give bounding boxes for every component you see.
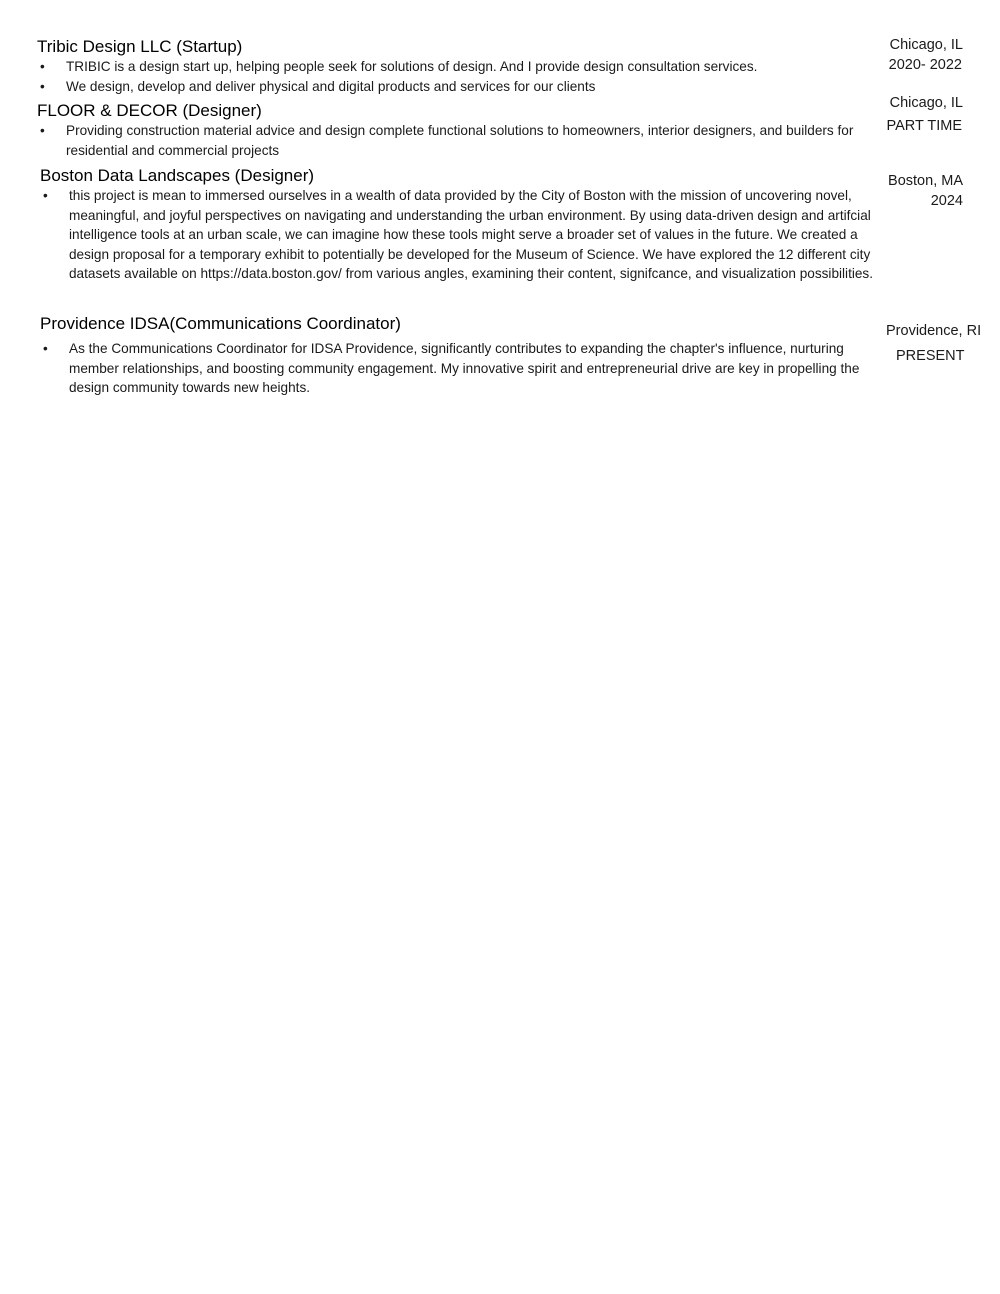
bullet-icon: • [40,59,45,74]
list-item: • As the Communications Coordinator for IDSA Providence, significantly contributes to expanding the chapter's influence, nurturing member relationships, and boosting community engagement. My innovative spirit and entrepreneurial drive are key in propelling the design community towards new heights. [43,341,860,396]
bullet-icon: • [40,123,45,138]
list-item: • TRIBIC is a design start up, helping people seek for solutions of design. And I provide design consultation services. [37,57,847,77]
entry-title: FLOOR & DECOR (Designer) [37,101,262,120]
list-item: • this project is mean to immersed ourselves in a wealth of data provided by the City of Boston with the mission of uncovering novel, meaningful, and joyful perspectives on navigating and understanding the urban environment. By using data-driven design and artifcial intelligence tools at an urban scale, we can imagine how these tools might serve a broader set of values in the future. We created a design proposal for a temporary exhibit to potentially be developed for the Museum of Science. We have explored the 12 different city datasets available on https://data.boston.gov/ from various angles, examining their content, signifcance, and visualization possibilities. [43,188,874,282]
entry-title: Providence IDSA(Communications Coordinator) [40,314,401,333]
bullet-icon: • [43,188,48,203]
list-item: • Providing construction material advice and design complete functional solutions to homeowners, interior designers, and builders for residential and commercial projects [40,123,854,158]
entry-title: Tribic Design LLC (Startup) [37,37,243,56]
entry-period: PRESENT [896,348,965,364]
list-item: • We design, develop and deliver physical and digital products and services for our clients [37,77,847,97]
bullet-icon: • [43,341,48,356]
entry-location: Chicago, IL [889,95,963,111]
bullet-icon: • [40,78,45,94]
entry-bullet-list [40,339,870,398]
entry-period: 2024 [930,193,963,209]
entry-period: PART TIME [886,118,962,134]
entry-location: Chicago, IL [889,37,963,53]
entry-bullet-list [40,186,875,284]
entry-location: Boston, MA [888,173,963,189]
entry-bullet-list [37,57,847,96]
entry-bullet-list [37,121,877,160]
entry-title: Boston Data Landscapes (Designer) [40,166,315,185]
entry-period: 2020- 2022 [888,57,962,73]
entry-location: Providence, RI [886,323,982,339]
